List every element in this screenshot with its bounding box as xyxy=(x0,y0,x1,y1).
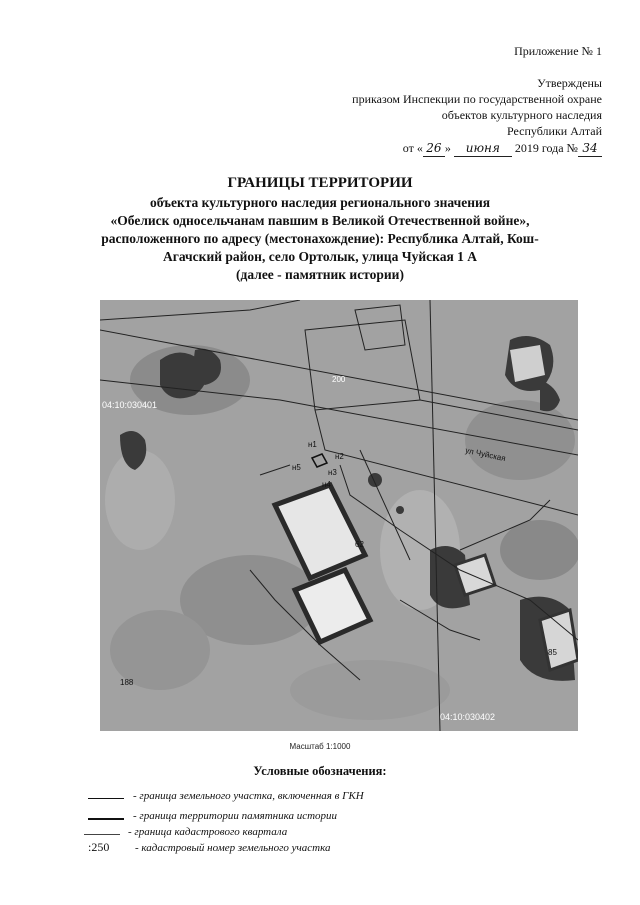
map-drawing xyxy=(100,300,578,731)
legend-line-gkn xyxy=(88,798,124,799)
document-title: ГРАНИЦЫ ТЕРРИТОРИИ xyxy=(227,175,413,191)
title-line-5: (далее - памятник истории) xyxy=(236,267,404,282)
date-mid: » xyxy=(444,141,451,155)
appendix-label: Приложение № 1 xyxy=(514,44,602,58)
plot-label-200: 200 xyxy=(332,375,346,384)
date-month: июня xyxy=(454,140,512,157)
point-label-h5: н5 xyxy=(292,463,301,472)
point-label-h1: н1 xyxy=(308,440,317,449)
date-day: 26 xyxy=(423,140,445,157)
approval-line-2: объектов культурного наследия xyxy=(441,108,602,122)
cadastral-quarter-label-2: 04:10:030402 xyxy=(440,712,496,722)
map-scale: Масштаб 1:1000 xyxy=(289,742,351,751)
approval-date xyxy=(403,140,602,157)
title-line-4: Агачский район, село Ортолык, улица Чуйская 1 А xyxy=(162,249,478,264)
cadastral-map xyxy=(100,300,578,731)
point-label-h3: н3 xyxy=(328,468,337,477)
date-prefix: от « xyxy=(402,141,423,155)
date-year: 2019 года № xyxy=(514,141,578,155)
title-line-3: расположенного по адресу (местонахождение): Республика Алтай, Кош- xyxy=(101,231,539,246)
plot-label-62: 62 xyxy=(355,540,364,549)
title-line-2: «Обелиск односельчанам павшим в Великой Отечественной войне», xyxy=(110,213,530,228)
point-label-h4: н4 xyxy=(322,480,331,489)
legend-item-monument: - граница территории памятника истории xyxy=(133,810,338,822)
point-label-h2: н2 xyxy=(335,452,344,461)
plot-label-188: 188 xyxy=(120,678,134,687)
legend-line-quarter xyxy=(84,834,120,835)
approval-line-1: приказом Инспекции по государственной охране xyxy=(352,92,602,106)
plot-label-85: 85 xyxy=(548,648,557,657)
approval-line-3: Республики Алтай xyxy=(507,124,602,138)
cadastral-quarter-label-1: 04:10:030401 xyxy=(102,400,158,410)
legend-line-monument xyxy=(88,818,124,820)
title-line-1: объекта культурного наследия регионального значения xyxy=(149,195,491,210)
legend-item-gkn: - граница земельного участка, включенная в ГКН xyxy=(133,790,364,802)
legend-cad-prefix: :250 xyxy=(88,840,110,854)
approved-label: Утверждены xyxy=(537,76,602,90)
street-label: ул Чуйская xyxy=(464,445,507,464)
order-number: 34 xyxy=(578,140,602,157)
legend-item-cadastral-number: - кадастровый номер земельного участка xyxy=(135,842,331,854)
legend-title: Условные обозначения: xyxy=(253,764,387,778)
legend-item-quarter: - граница кадастрового квартала xyxy=(128,826,288,838)
